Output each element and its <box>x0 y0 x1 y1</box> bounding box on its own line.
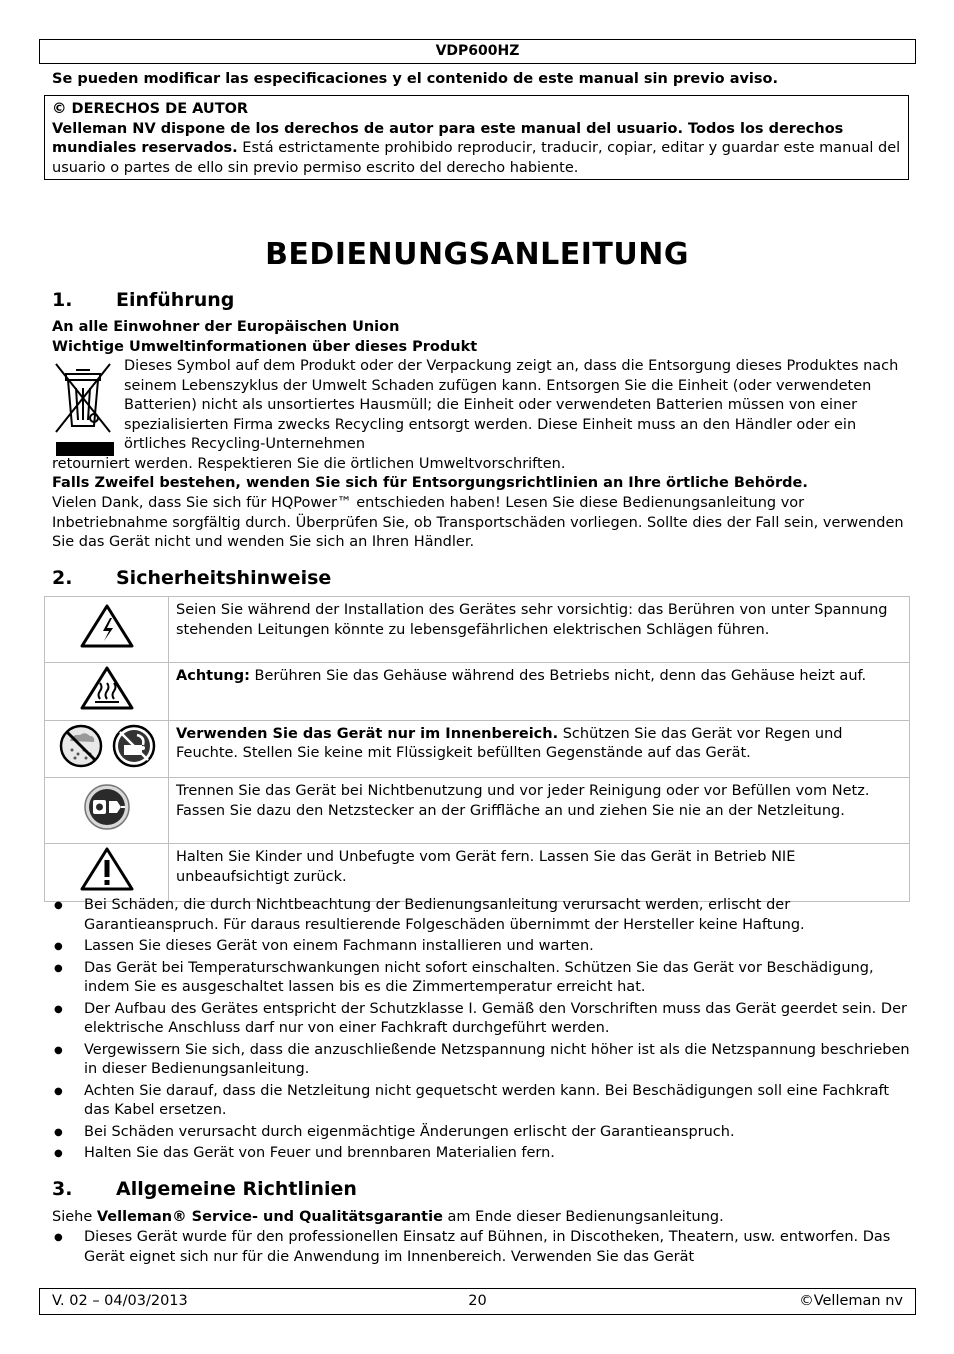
list-item: ● Achten Sie darauf, dass die Netzleitung nicht gequetscht werden kann. Bei Beschädigungen soll eine Fachkraft das Kabel ersetzen. <box>52 1082 912 1121</box>
table-row <box>45 844 910 902</box>
section-2-heading <box>52 566 331 590</box>
section-1-title: Einführung <box>116 289 235 311</box>
weee-text: Dieses Symbol auf dem Produkt oder der Verpackung zeigt an, dass die Entsorgung dieses Produktes nach seinem Lebenszyklus der Umwelt Schaden zufügen kann. Entsorgen Sie die Einheit (oder verwendeten Batterien) nicht als unsortiertes Hausmüll; die Einheit oder verwendeten Batterien müssen von einer spezialisierten Firma zwecks Recycling entsorgt werden. Diese Einheit muss an den Händler oder ein örtliches Recycling-Unternehmen <box>124 358 899 452</box>
copyright-normal-text: Está estrictamente prohibido reproducir, traducir, copiar, editar y guardar este manual del usuario o partes de ello sin previo permiso escrito del derecho habiente. <box>52 140 901 176</box>
page-number: 20 <box>468 1293 487 1309</box>
footer-copyright: ©Velleman nv <box>799 1293 903 1309</box>
copyright-bold-text: Velleman NV dispone de los derechos de autor para este manual del usuario. Todos los derechos mundiales reservados. <box>52 120 844 156</box>
page-title: BEDIENUNGSANLEITUNG <box>265 237 689 272</box>
guarantee-reference: Siehe Velleman® Service- und Qualitätsgarantie am Ende dieser Bedienungsanleitung. <box>52 1209 724 1225</box>
list-item: ● Vergewissern Sie sich, dass die anzuschließende Netzspannung nicht höher ist als die Netzspannung beschrieben in dieser Bedienungsanleitung. <box>52 1041 912 1080</box>
list-item: ● Bei Schäden, die durch Nichtbeachtung der Bedienungsanleitung verursacht werden, erlischt der Garantieanspruch. Für daraus resultierende Folgeschäden übernimmt der Hersteller keine Haftung. <box>52 896 912 935</box>
section-1-number: 1. <box>52 289 73 311</box>
safety-bullet-list <box>52 896 912 1166</box>
list-item: ● Bei Schäden verursacht durch eigenmächtige Änderungen erlischt der Garantieanspruch. <box>52 1123 912 1143</box>
icon-cell <box>45 844 169 902</box>
safety-text: Verwenden Sie das Gerät nur im Innenbereich. Schützen Sie das Gerät vor Regen und Feuchte. Stellen Sie keine mit Flüssigkeit befüllten Gegenstände auf das Gerät. <box>169 720 910 778</box>
section-3-number: 3. <box>52 1178 73 1200</box>
copyright-box <box>44 95 909 180</box>
table-row <box>45 663 910 721</box>
icon-cell <box>45 720 169 778</box>
safety-text: Seien Sie während der Installation des Gerätes sehr vorsichtig: das Berühren von unter Spannung stehenden Leitungen könnte zu lebensgefährlichen elektrischen Schlägen führen. <box>169 597 910 663</box>
section-3-heading <box>52 1177 357 1201</box>
safety-text: Achtung: Berühren Sie das Gehäuse während des Betriebs nicht, denn das Gehäuse heizt auf. <box>169 663 910 721</box>
table-row <box>45 778 910 844</box>
weee-bin-icon <box>52 360 116 458</box>
environment-info-line: Wichtige Umweltinformationen über dieses Produkt <box>52 339 478 355</box>
guarantee-name: Velleman® Service- und Qualitätsgarantie <box>96 1209 443 1225</box>
section-2-title: Sicherheitshinweise <box>116 567 332 589</box>
icon-cell <box>45 597 169 663</box>
safety-text: Trennen Sie das Gerät bei Nichtbenutzung und vor jeder Reinigung oder vor Befüllen vom Netz. Fassen Sie dazu den Netzstecker an der Griffläche an und ziehen Sie nie an der Netzleitung. <box>169 778 910 844</box>
list-item: ● Dieses Gerät wurde für den professionellen Einsatz auf Bühnen, in Discotheken, Theatern, usw. entworfen. Das Gerät eignet sich nur für die Anwendung im Innenbereich. Verwenden Sie das Gerät <box>52 1228 912 1267</box>
list-item: ● Der Aufbau des Gerätes entspricht der Schutzklasse I. Gemäß den Vorschriften muss das Gerät geerdet sein. Der elektrische Anschluss darf nur von einer Fachkraft durchgeführt werden. <box>52 1000 912 1039</box>
no-liquid-icon <box>111 723 157 769</box>
doubt-notice: Falls Zweifel bestehen, wenden Sie sich für Entsorgungsrichtlinien an Ihre örtliche Behörde. <box>52 475 808 491</box>
no-rain-icon <box>56 723 106 769</box>
general-warning-icon <box>79 846 135 892</box>
copyright-heading: © DERECHOS DE AUTOR <box>52 101 249 117</box>
eu-residents-line: An alle Einwohner der Europäischen Union <box>52 319 400 335</box>
model-header: VDP600HZ <box>39 39 916 64</box>
thanks-paragraph: Vielen Dank, dass Sie sich für HQPower™ entschieden haben! Lesen Sie diese Bedienungsanleitung vor Inbetriebnahme sorgfältig durch. Überprüfen Sie, ob Transportschäden vorliegen. Sollte dies der Fall sein, verwenden Sie das Gerät nicht und wenden Sie sich an Ihren Händler. <box>52 495 904 550</box>
section-1-heading <box>52 288 234 312</box>
weee-text-continued: retourniert werden. Respektieren Sie die örtlichen Umweltvorschriften. <box>52 456 566 472</box>
page-footer <box>39 1288 916 1315</box>
table-row <box>45 597 910 663</box>
copyright-text <box>52 120 901 179</box>
safety-table <box>44 596 910 902</box>
icon-cell <box>45 663 169 721</box>
list-item: ● Lassen Sie dieses Gerät von einem Fachmann installieren und warten. <box>52 937 912 957</box>
guidelines-bullet-list <box>52 1228 912 1269</box>
change-notice: Se pueden modificar las especificaciones y el contenido de este manual sin previo aviso. <box>52 71 778 87</box>
electric-shock-warning-icon <box>79 603 135 649</box>
list-item: ● Das Gerät bei Temperaturschwankungen nicht sofort einschalten. Schützen Sie das Gerät vor Beschädigung, indem Sie es ausgeschaltet lassen bis es die Zimmertemperatur erreicht hat. <box>52 959 912 998</box>
safety-text: Halten Sie Kinder und Unbefugte vom Gerät fern. Lassen Sie das Gerät in Betrieb NIE unbeaufsichtigt zurück. <box>169 844 910 902</box>
section-3-title: Allgemeine Richtlinien <box>116 1178 357 1200</box>
icon-cell <box>45 778 169 844</box>
unplug-icon <box>83 783 131 831</box>
section-2-number: 2. <box>52 567 73 589</box>
table-row <box>45 720 910 778</box>
version-date: V. 02 – 04/03/2013 <box>52 1293 188 1309</box>
list-item: ● Halten Sie das Gerät von Feuer und brennbaren Materialien fern. <box>52 1144 912 1164</box>
hot-surface-warning-icon <box>79 665 135 711</box>
